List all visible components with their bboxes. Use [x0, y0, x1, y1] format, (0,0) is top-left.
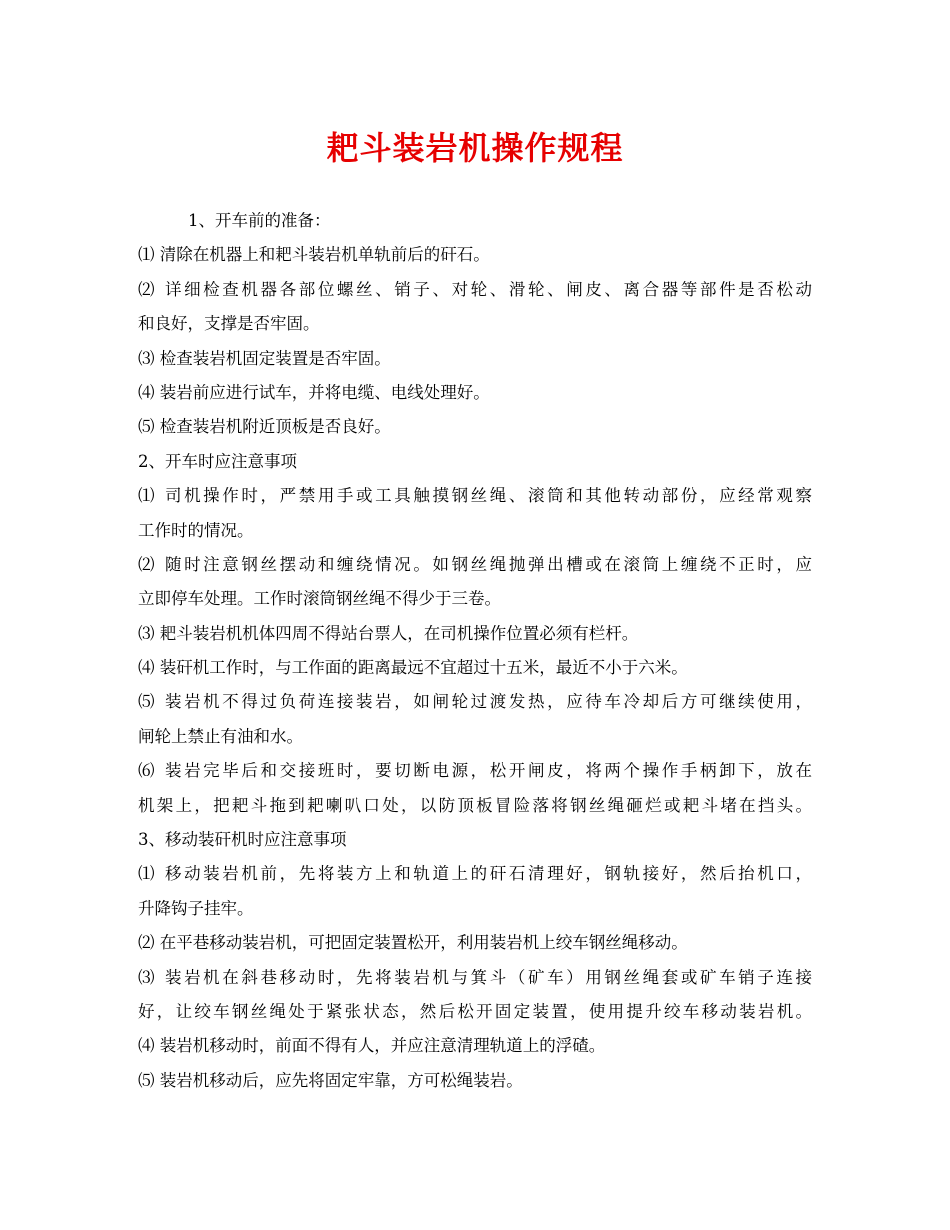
document-title: 耙斗装岩机操作规程 [326, 129, 624, 167]
paragraph-line: 闸轮上禁止有油和水。 [138, 726, 303, 746]
paragraph-line: ⑷ 装矸机工作时，与工作面的距离最远不宜超过十五米，最近不小于六米。 [138, 658, 688, 678]
paragraph-line: 工作时的情况。 [138, 520, 254, 540]
paragraph-line: 升降钩子挂牢。 [138, 898, 254, 918]
paragraph-line: ⑶ 检查装岩机固定装置是否牢固。 [138, 348, 391, 368]
paragraph-line: ⑷ 装岩前应进行试车，并将电缆、电线处理好。 [138, 382, 490, 402]
paragraph-line: ⑵ 详细检查机器各部位螺丝、销子、对轮、滑轮、闸皮、离合器等部件是否松动 [138, 279, 812, 299]
paragraph-line: ⑹ 装岩完毕后和交接班时，要切断电源，松开闸皮，将两个操作手柄卸下，放在 [138, 761, 812, 781]
paragraph-line: 立即停车处理。工作时滚筒钢丝绳不得少于三卷。 [138, 589, 501, 609]
section-heading-3: 3、移动装矸机时应注意事项 [138, 830, 347, 850]
paragraph-line: ⑴ 司机操作时，严禁用手或工具触摸钢丝绳、滚筒和其他转动部份，应经常观察 [138, 486, 812, 506]
paragraph-line: 好，让绞车钢丝绳处于紧张状态，然后松开固定装置，使用提升绞车移动装岩机。 [138, 1001, 812, 1021]
document-body [138, 204, 812, 1098]
paragraph-line: ⑷ 装岩机移动时，前面不得有人，并应注意清理轨道上的浮碴。 [138, 1036, 606, 1056]
paragraph-line: ⑵ 随时注意钢丝摆动和缠绕情况。如钢丝绳抛弹出槽或在滚筒上缠绕不正时，应 [138, 554, 812, 574]
paragraph-line: ⑸ 装岩机不得过负荷连接装岩，如闸轮过渡发热，应待车冷却后方可继续使用， [138, 692, 812, 712]
paragraph-line: ⑶ 装岩机在斜巷移动时，先将装岩机与箕斗（矿车）用钢丝绳套或矿车销子连接 [138, 967, 812, 987]
paragraph-line: ⑴ 清除在机器上和耙斗装岩机单轨前后的矸石。 [138, 245, 490, 265]
paragraph-line: ⑵ 在平巷移动装岩机，可把固定装置松开，利用装岩机上绞车钢丝绳移动。 [138, 933, 688, 953]
paragraph-line: ⑴ 移动装岩机前，先将装方上和轨道上的矸石清理好，钢轨接好，然后抬机口， [138, 864, 812, 884]
paragraph-line: ⑸ 装岩机移动后，应先将固定牢靠，方可松绳装岩。 [138, 1070, 523, 1090]
paragraph-line: 和良好，支撑是否牢固。 [138, 314, 320, 334]
paragraph-line: ⑶ 耙斗装岩机机体四周不得站台票人，在司机操作位置必须有栏杆。 [138, 623, 639, 643]
paragraph-line: ⑸ 检查装岩机附近顶板是否良好。 [138, 417, 391, 437]
paragraph-line: 机架上，把耙斗拖到耙喇叭口处，以防顶板冒险落将钢丝绳砸烂或耙斗堵在挡头。 [138, 795, 812, 815]
section-heading-2: 2、开车时应注意事项 [138, 451, 297, 471]
section-heading-1: 1、开车前的准备： [188, 211, 331, 230]
